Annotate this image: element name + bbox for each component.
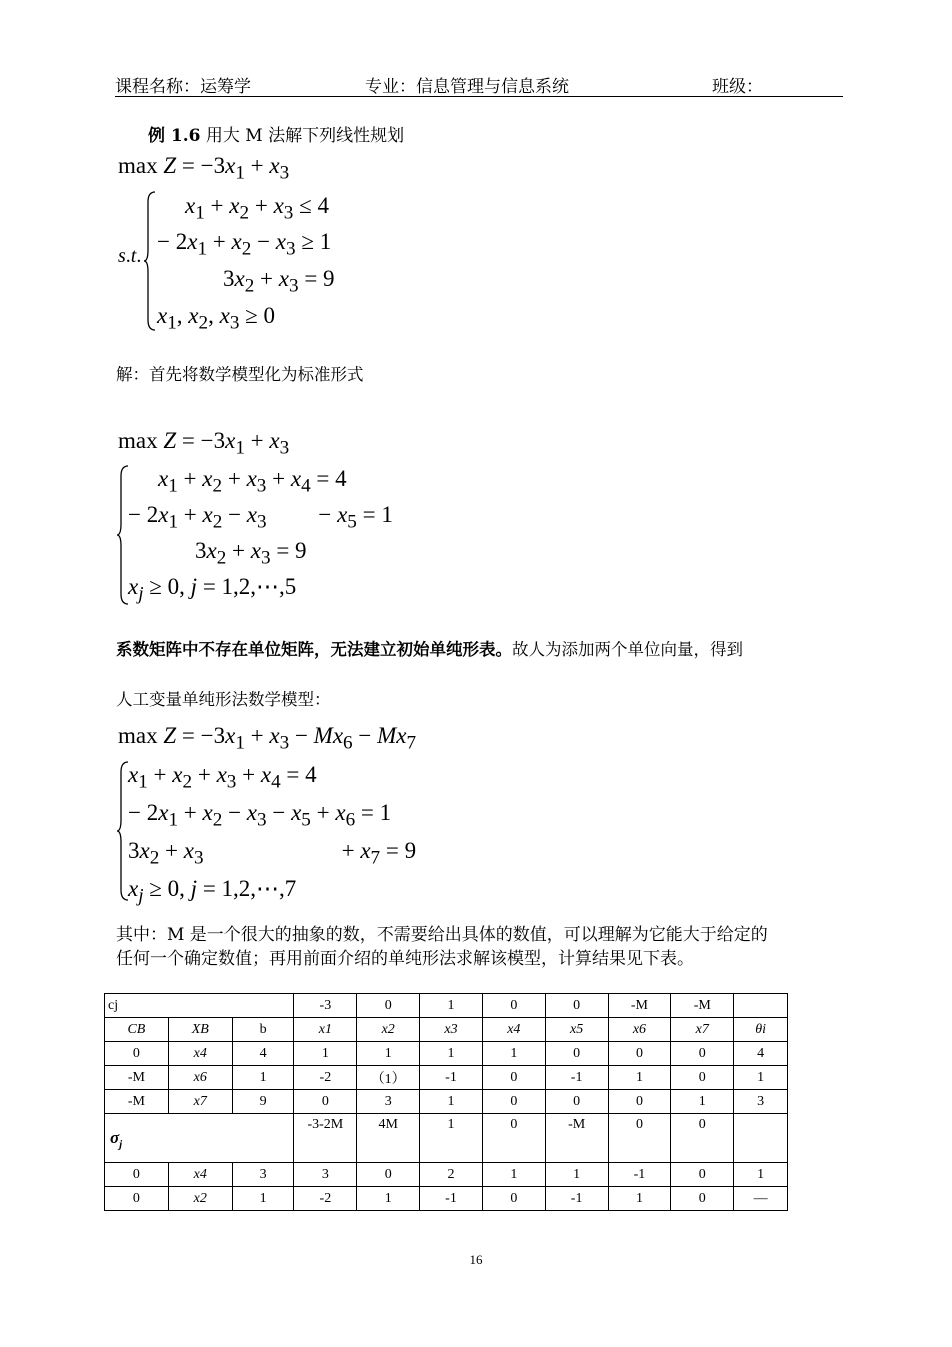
header-row xyxy=(105,1018,788,1042)
table-cell: 3 xyxy=(232,1163,294,1187)
table-cell: -2 xyxy=(294,1066,357,1090)
table-cell: x6 xyxy=(168,1066,232,1090)
table-row xyxy=(105,1090,788,1114)
example-label: 例 1.6 xyxy=(148,126,201,146)
constraint-1-4: $x_1$, $x_2$, $x_3 \ge 0$ xyxy=(157,303,276,334)
table-cell: 0 xyxy=(608,1042,671,1066)
st-label: s.t. xyxy=(118,245,142,267)
constraint-2-3: $3x_2 + x_3 = 9$ xyxy=(195,538,307,569)
column-header: θi xyxy=(734,1018,788,1042)
page-header xyxy=(115,72,843,97)
sigma-row xyxy=(105,1114,788,1163)
simplex-table-body xyxy=(105,994,788,1211)
table-cell: 0 xyxy=(482,1090,545,1114)
column-header: x4 xyxy=(482,1018,545,1042)
table-cell: 0 xyxy=(482,1066,545,1090)
table-cell: 1 xyxy=(608,1187,671,1211)
table-cell: 3 xyxy=(357,1090,420,1114)
table-cell: 4 xyxy=(232,1042,294,1066)
table-cell: 1 xyxy=(232,1066,294,1090)
sigma-value xyxy=(734,1114,788,1163)
table-cell: x4 xyxy=(168,1163,232,1187)
cj-value: 1 xyxy=(420,994,483,1018)
table-cell: 0 xyxy=(357,1163,420,1187)
table-cell: 0 xyxy=(482,1187,545,1211)
table-cell: -M xyxy=(105,1090,169,1114)
table-cell: 1 xyxy=(482,1042,545,1066)
example-heading xyxy=(148,121,404,146)
column-header: b xyxy=(232,1018,294,1042)
table-cell: 1 xyxy=(294,1042,357,1066)
table-cell: 1 xyxy=(420,1090,483,1114)
table-cell: 0 xyxy=(545,1042,608,1066)
table-cell: -1 xyxy=(545,1187,608,1211)
objective-3: $\max Z = -3x_1 + x_3 - Mx_6 - Mx_7$ xyxy=(118,723,417,754)
table-row xyxy=(105,1066,788,1090)
table-cell: 0 xyxy=(671,1066,734,1090)
table-cell: 1 xyxy=(545,1163,608,1187)
sigma-value: -3-2M xyxy=(294,1114,357,1163)
column-header: XB xyxy=(168,1018,232,1042)
column-header: x3 xyxy=(420,1018,483,1042)
table-cell: -1 xyxy=(608,1163,671,1187)
objective-2: $\max Z = -3x_1 + x_3$ xyxy=(118,428,290,459)
explanation-line-2: 任何一个确定数值；再用前面介绍的单纯形法求解该模型，计算结果见下表。 xyxy=(116,949,694,969)
table-cell: 0 xyxy=(105,1042,169,1066)
column-header: x5 xyxy=(545,1018,608,1042)
paragraph-bold: 系数矩阵中不存在单位矩阵，无法建立初始单纯形表。 xyxy=(116,640,512,659)
table-cell: 1 xyxy=(482,1163,545,1187)
table-cell: 0 xyxy=(294,1090,357,1114)
table-cell: 0 xyxy=(671,1163,734,1187)
table-cell: 1 xyxy=(734,1066,788,1090)
table-cell: -2 xyxy=(294,1187,357,1211)
constraint-2-4: $x_j \ge 0$, j = 1,2,⋯,5 xyxy=(128,574,297,605)
table-cell: x7 xyxy=(168,1090,232,1114)
table-cell: 1 xyxy=(420,1042,483,1066)
example-title: 用大 M 法解下列线性规划 xyxy=(205,126,405,146)
table-row xyxy=(105,1187,788,1211)
table-cell: 0 xyxy=(105,1163,169,1187)
constraint-3-2: − $2x_1 + x_2 - x_3 - x_5 + x_6 = 1$ xyxy=(128,800,392,831)
solution-intro: 解：首先将数学模型化为标准形式 xyxy=(116,365,364,384)
column-header: x6 xyxy=(608,1018,671,1042)
sigma-value: 0 xyxy=(482,1114,545,1163)
table-row xyxy=(105,1042,788,1066)
table-cell: 3 xyxy=(294,1163,357,1187)
simplex-table xyxy=(104,993,788,1211)
column-header: x2 xyxy=(357,1018,420,1042)
constraint-1-2: − $2x_1 + x_2 - x_3 \ge 1$ xyxy=(157,229,332,260)
table-cell: 9 xyxy=(232,1090,294,1114)
major: 专业：信息管理与信息系统 xyxy=(365,77,569,97)
cj-value: -M xyxy=(608,994,671,1018)
table-cell: x2 xyxy=(168,1187,232,1211)
column-header: CB xyxy=(105,1018,169,1042)
constraint-2-1: $x_1 + x_2 + x_3 + x_4 = 4$ xyxy=(158,466,347,497)
table-cell: — xyxy=(734,1187,788,1211)
sigma-label: $\sigma_j$ xyxy=(105,1114,294,1163)
sigma-value: 0 xyxy=(608,1114,671,1163)
cj-label: cj xyxy=(105,994,294,1018)
table-cell: -1 xyxy=(420,1066,483,1090)
table-cell: -1 xyxy=(545,1066,608,1090)
table-cell: 4 xyxy=(734,1042,788,1066)
paragraph-rest: 故人为添加两个单位向量，得到 xyxy=(512,640,743,659)
class-label: 班级： xyxy=(712,77,763,97)
table-cell: 0 xyxy=(608,1090,671,1114)
table-cell: 1 xyxy=(608,1066,671,1090)
column-header: x1 xyxy=(294,1018,357,1042)
table-cell: 0 xyxy=(105,1187,169,1211)
table-cell: x4 xyxy=(168,1042,232,1066)
constraint-3-1: $x_1 + x_2 + x_3 + x_4 = 4$ xyxy=(128,762,317,793)
cj-value: 0 xyxy=(545,994,608,1018)
column-header: x7 xyxy=(671,1018,734,1042)
table-cell: 1 xyxy=(734,1163,788,1187)
sigma-value: -M xyxy=(545,1114,608,1163)
table-cell: 1 xyxy=(671,1090,734,1114)
table-cell: 0 xyxy=(671,1187,734,1211)
paragraph-line-2: 人工变量单纯形法数学模型： xyxy=(116,690,331,709)
constraint-1-1: $x_1 + x_2 + x_3 \le 4$ xyxy=(185,193,329,224)
table-cell: -M xyxy=(105,1066,169,1090)
constraint-1-3: $3x_2 + x_3 = 9$ xyxy=(223,266,335,297)
table-cell: -1 xyxy=(420,1187,483,1211)
table-cell: 2 xyxy=(420,1163,483,1187)
cj-value: -M xyxy=(671,994,734,1018)
page-number: 16 xyxy=(469,1252,483,1267)
table-cell: 0 xyxy=(671,1042,734,1066)
table-row xyxy=(105,1163,788,1187)
table-cell: 0 xyxy=(545,1090,608,1114)
cj-row xyxy=(105,994,788,1018)
cj-value: -3 xyxy=(294,994,357,1018)
table-cell: 1 xyxy=(357,1187,420,1211)
sigma-value: 4M xyxy=(357,1114,420,1163)
constraint-3-3: $3x_2 + x_3$ + $x_7 = 9$ xyxy=(128,838,417,869)
table-cell: 3 xyxy=(734,1090,788,1114)
explanation-line-1: 其中：M 是一个很大的抽象的数，不需要给出具体的数值，可以理解为它能大于给定的 xyxy=(116,925,768,945)
table-cell: （1） xyxy=(357,1066,420,1090)
course-name: 课程名称：运筹学 xyxy=(115,77,251,97)
constraint-3-4: $x_j \ge 0$, j = 1,2,⋯,7 xyxy=(128,876,297,907)
brace-1 xyxy=(143,190,157,332)
table-cell: 1 xyxy=(232,1187,294,1211)
table-cell: 1 xyxy=(357,1042,420,1066)
sigma-value: 0 xyxy=(671,1114,734,1163)
constraint-2-2: − $2x_1 + x_2 - x_3$ − $x_5 = 1$ xyxy=(128,502,393,533)
sigma-value: 1 xyxy=(420,1114,483,1163)
paragraph-line-1 xyxy=(116,636,743,660)
objective-1: $\max Z = -3x_1 + x_3$ xyxy=(118,153,290,184)
cj-value: 0 xyxy=(357,994,420,1018)
cj-value xyxy=(734,994,788,1018)
cj-value: 0 xyxy=(482,994,545,1018)
